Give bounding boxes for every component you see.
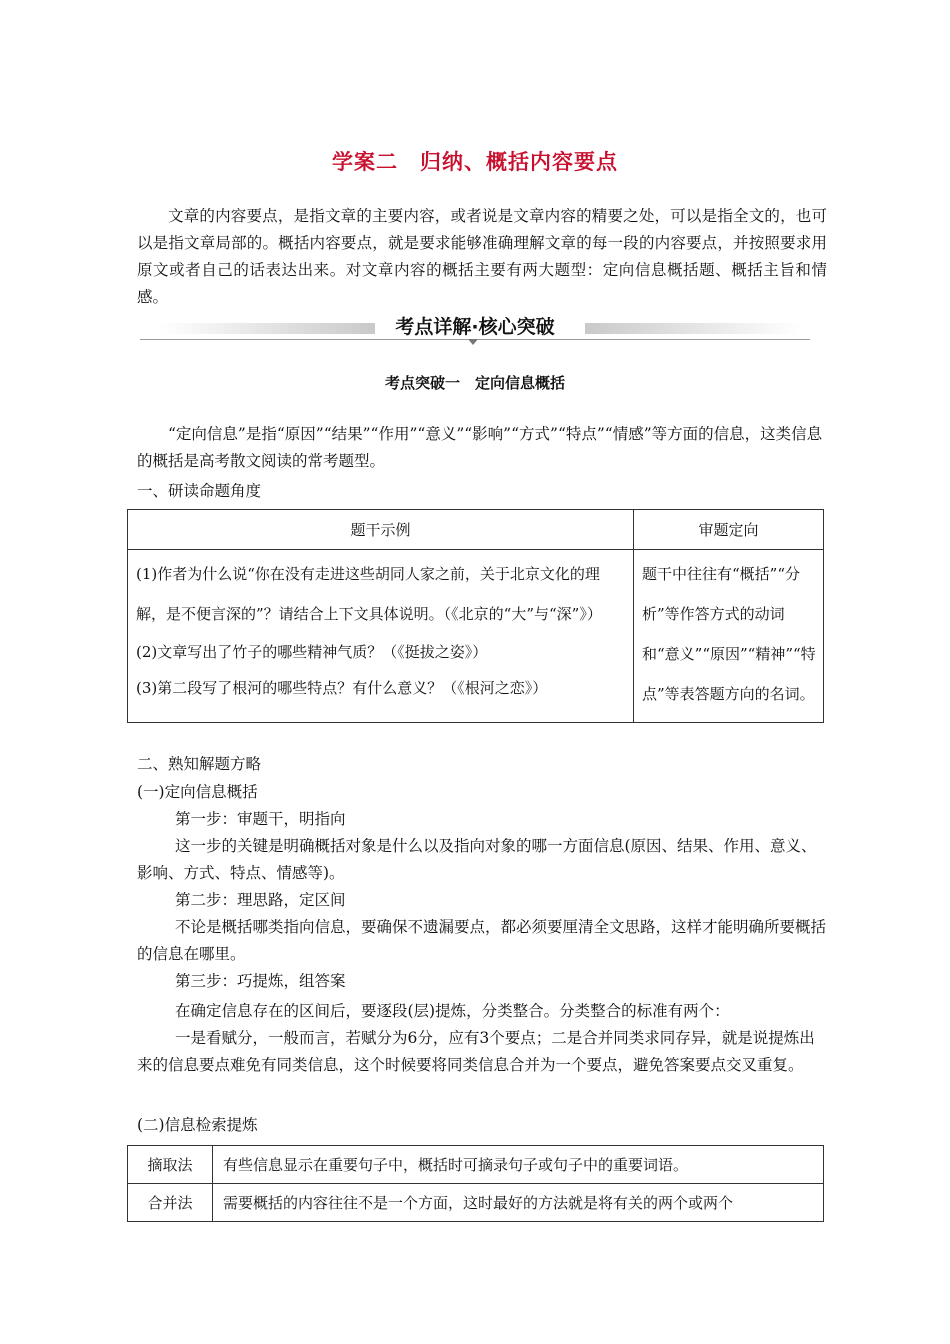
- table-row: [128, 550, 824, 723]
- step2-text: 不论是概括哪类指向信息，要确保不遗漏要点，都必须要厘清全文思路，这样才能明确所要概括的信息在哪里。: [137, 918, 827, 963]
- section-subtitle: 考点突破一 定向信息概括: [384, 374, 565, 392]
- table-header-cell: 审题定向: [634, 510, 824, 550]
- table-row: [128, 1146, 824, 1184]
- section-heading-1: 一、研读命题角度: [137, 482, 262, 500]
- method-name: 合并法: [128, 1184, 213, 1222]
- banner-text: 考点详解·核心突破: [395, 316, 555, 338]
- guide-cell: 题干中往往有“概括”“分析”等作答方式的动词和“意义”“原因”“精神”“特点”等表答题方向的名词。: [634, 550, 824, 723]
- method-name: 摘取法: [128, 1146, 213, 1184]
- question-angle-table: [127, 509, 824, 723]
- extraction-method-table: [127, 1145, 824, 1222]
- example-item: (2)文章写出了竹子的哪些精神气质？（《挺拔之姿》）: [136, 643, 488, 661]
- example-item: (1)作者为什么说“你在没有走进这些胡同人家之前，关于北京文化的理解，是不便言深的”？请结合上下文具体说明。（《北京的“大”与“深”》）: [136, 565, 602, 623]
- step3-text-1: 在确定信息存在的区间后，要逐段(层)提炼，分类整合。分类整合的标准有两个：: [175, 1002, 730, 1020]
- subsection-heading-2: (二)信息检索提炼: [137, 1116, 258, 1134]
- intro-paragraph: 文章的内容要点，是指文章的主要内容，或者说是文章内容的精要之处，可以是指全文的，也可以是指文章局部的。概括内容要点，就是要求能够准确理解文章的每一段的内容要点，并按照要求用原文或者自己的话表达出来。对文章内容的概括主要有两大题型：定向信息概括题、概括主旨和情感。: [137, 207, 827, 306]
- table-header-cell: 题干示例: [128, 510, 634, 550]
- section-heading-2: 二、熟知解题方略: [137, 755, 262, 773]
- step3-title: 第三步：巧提炼，组答案: [175, 972, 346, 990]
- banner-pointer-icon: [468, 339, 478, 345]
- examples-cell: [128, 550, 634, 723]
- table-row: [128, 1184, 824, 1222]
- method-description: 需要概括的内容往往不是一个方面，这时最好的方法就是将有关的两个或两个: [213, 1184, 824, 1222]
- example-item: (3)第二段写了根河的哪些特点？有什么意义？（《根河之恋》）: [136, 679, 548, 697]
- definition-paragraph: “定向信息”是指“原因”“结果”“作用”“意义”“影响”“方式”“特点”“情感”等方面的信息，这类信息的概括是高考散文阅读的常考题型。: [137, 425, 823, 470]
- subsection-heading-1: (一)定向信息概括: [137, 783, 258, 801]
- table-header-row: [128, 510, 824, 550]
- section-banner: [140, 312, 810, 352]
- method-description: 有些信息显示在重要句子中，概括时可摘录句子或句子中的重要词语。: [213, 1146, 824, 1184]
- step1-text: 这一步的关键是明确概括对象是什么以及指向对象的哪一方面信息(原因、结果、作用、意义、影响、方式、特点、情感等)。: [137, 837, 817, 882]
- page-title: 学案二 归纳、概括内容要点: [332, 150, 618, 174]
- step1-title: 第一步：审题干，明指向: [175, 810, 346, 828]
- step2-title: 第二步：理思路，定区间: [175, 891, 346, 909]
- step3-text-2: 一是看赋分，一般而言，若赋分为6分，应有3个要点；二是合并同类求同存异，就是说提炼出来的信息要点难免有同类信息，这个时候要将同类信息合并为一个要点，避免答案要点交叉重复。: [137, 1029, 815, 1074]
